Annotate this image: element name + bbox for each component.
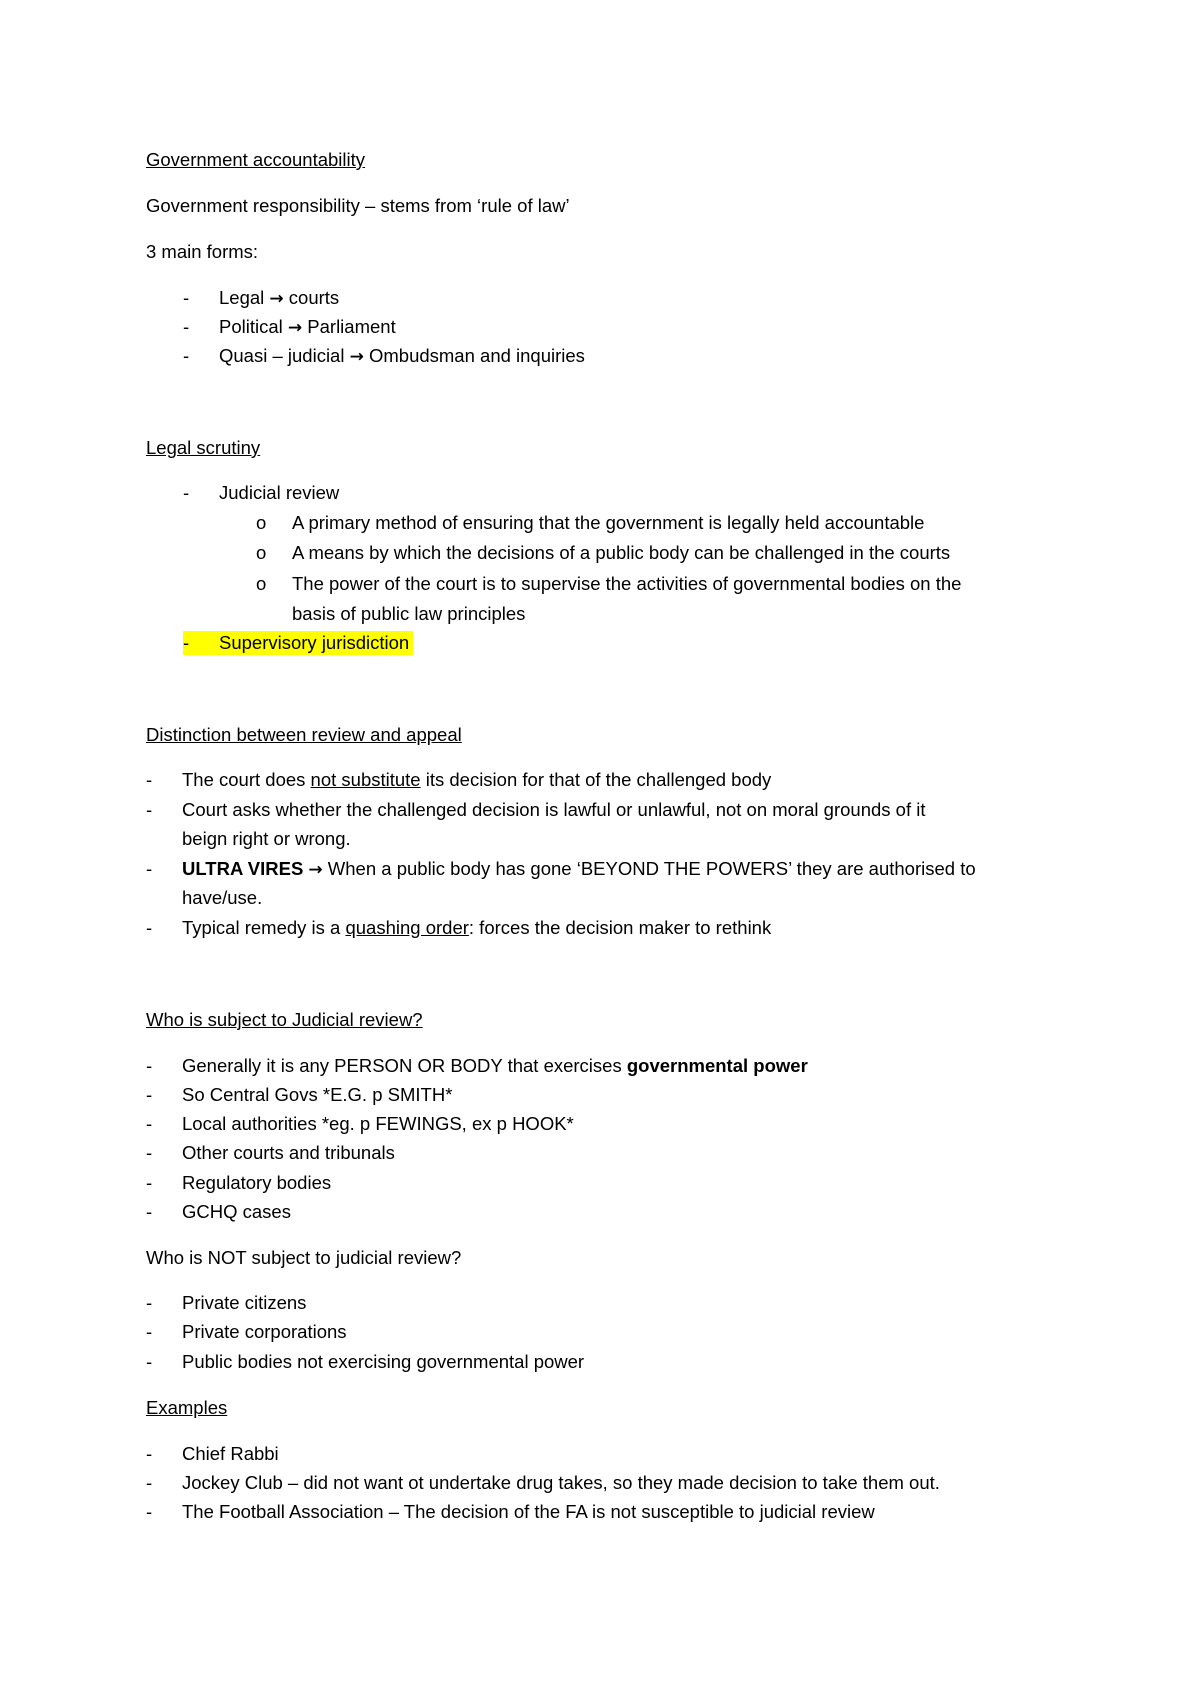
list-item: - Court asks whether the challenged decision is lawful or unlawful, not on moral grounds of it <box>146 799 926 820</box>
who-heading: Who is subject to Judicial review? <box>146 1009 423 1030</box>
title: Government accountability <box>146 149 366 170</box>
list-item-continued: beign right or wrong. <box>182 828 351 849</box>
list-item: - Legal → courts <box>183 287 340 309</box>
list-item-continued: have/use. <box>182 887 263 908</box>
not-heading: Who is NOT subject to judicial review? <box>146 1247 462 1268</box>
list-item: - Other courts and tribunals <box>146 1142 395 1163</box>
sub-list-item: o A means by which the decisions of a public body can be challenged in the courts <box>256 542 951 563</box>
arrow-icon: → <box>269 289 284 309</box>
list-item: - Public bodies not exercising governmental power <box>146 1351 585 1372</box>
list-item: - Local authorities *eg. p FEWINGS, ex p HOOK* <box>146 1113 574 1134</box>
sub-list-item: o The power of the court is to supervise the activities of governmental bodies on the <box>256 573 962 594</box>
arrow-icon: → <box>287 318 303 338</box>
list-item: - Private corporations <box>146 1321 347 1342</box>
list-item: - Quasi – judicial → Ombudsman and inquiries <box>183 345 585 367</box>
highlighted-list-item: - Supervisory jurisdiction <box>183 631 413 655</box>
list-item: - So Central Govs *E.G. p SMITH* <box>146 1084 453 1105</box>
distinction-heading: Distinction between review and appeal <box>146 724 462 745</box>
list-item: - Typical remedy is a quashing order: forces the decision maker to rethink <box>146 917 772 938</box>
legal-heading: Legal scrutiny <box>146 437 261 458</box>
list-item: - ULTRA VIRES → When a public body has gone ‘BEYOND THE POWERS’ they are authorised to <box>146 858 976 880</box>
sub-list-item-continued: basis of public law principles <box>292 603 526 624</box>
forms-heading: 3 main forms: <box>146 241 259 262</box>
sub-list-item: o A primary method of ensuring that the government is legally held accountable <box>256 512 925 533</box>
arrow-icon: → <box>349 347 364 367</box>
list-item: - The Football Association – The decision of the FA is not susceptible to judicial review <box>146 1501 875 1522</box>
intro-line: Government responsibility – stems from ‘rule of law’ <box>146 195 570 216</box>
list-item: - Chief Rabbi <box>146 1443 279 1464</box>
list-item: - Judicial review <box>183 482 340 503</box>
list-item: - Generally it is any PERSON OR BODY that exercises governmental power <box>146 1055 808 1076</box>
list-item: - GCHQ cases <box>146 1201 291 1222</box>
list-item: - Jockey Club – did not want ot undertake drug takes, so they made decision to take them out. <box>146 1472 940 1493</box>
list-item: - Political → Parliament <box>183 316 396 338</box>
arrow-icon: → <box>308 860 323 880</box>
examples-heading: Examples <box>146 1397 228 1418</box>
list-item: - Private citizens <box>146 1292 307 1313</box>
list-item: - The court does not substitute its decision for that of the challenged body <box>146 769 772 790</box>
list-item: - Regulatory bodies <box>146 1172 332 1193</box>
